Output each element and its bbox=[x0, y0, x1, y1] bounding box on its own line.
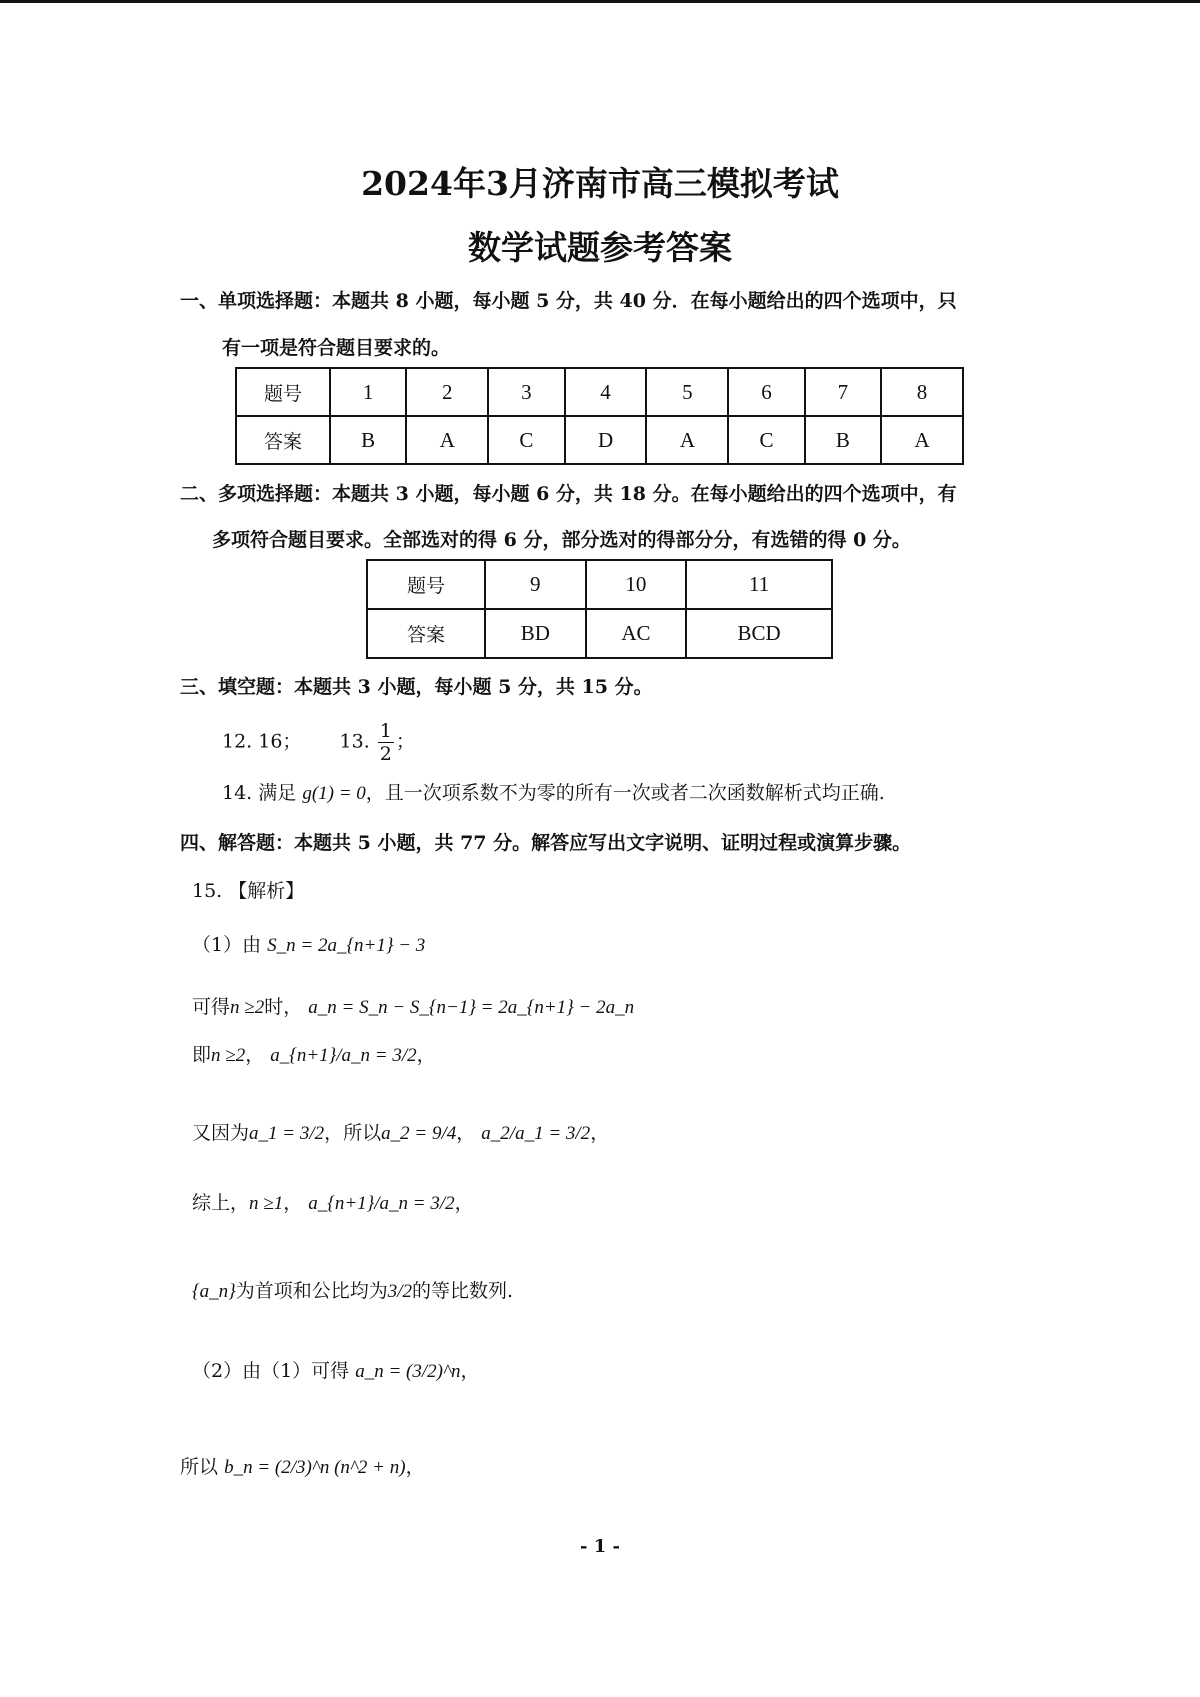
section-1-heading-cont: 有一项是符合题目要求的。 bbox=[222, 337, 451, 359]
table-row bbox=[236, 416, 963, 464]
section-2-heading: 二、多项选择题：本题共 3 小题，每小题 6 分，共 18 分。在每小题给出的四个选项中，有 bbox=[180, 483, 957, 505]
math-expression: a_{n+1}/a_n = 3/2 bbox=[308, 1193, 455, 1214]
question-number: 2 bbox=[406, 368, 488, 416]
solution-step-2: 可得n ≥2时， a_n = S_n − S_{n−1} = 2a_{n+1} − 2a_n bbox=[192, 996, 635, 1018]
math-expression: a_n = S_n − S_{n−1} = 2a_{n+1} − 2a_n bbox=[308, 997, 635, 1018]
page-number: - 1 - bbox=[580, 1536, 620, 1557]
math-expression: g(1) = 0 bbox=[302, 783, 366, 804]
answer-cell: A bbox=[881, 416, 963, 464]
math-expression: a_n = (3/2)^n bbox=[355, 1361, 461, 1382]
solution-step-7: （2）由（1）可得 a_n = (3/2)^n， bbox=[192, 1360, 480, 1382]
section-4-heading: 四、解答题：本题共 5 小题，共 77 分。解答应写出文字说明、证明过程或演算步骤。 bbox=[180, 832, 912, 854]
question-number: 5 bbox=[646, 368, 728, 416]
solution-step-6: {a_n}为首项和公比均为3/2的等比数列. bbox=[192, 1280, 514, 1302]
answer-cell: B bbox=[330, 416, 406, 464]
answer-12-13: 12. 16； 13. $\frac{1}{2}$ ； bbox=[222, 720, 415, 765]
answer-cell: B bbox=[805, 416, 881, 464]
answer-cell: C bbox=[728, 416, 804, 464]
answer-13-label: 13. bbox=[339, 730, 370, 753]
answer-cell: A bbox=[646, 416, 728, 464]
answer-12: 12. 16； bbox=[222, 730, 302, 753]
question-number: 9 bbox=[485, 560, 586, 609]
math-expression: a_1 = 3/2 bbox=[249, 1123, 325, 1144]
question-number: 1 bbox=[330, 368, 406, 416]
math-expression: 3/2 bbox=[387, 1281, 412, 1302]
solution-step-1: （1）由 S_n = 2a_{n+1} − 3 bbox=[192, 934, 426, 956]
table-row bbox=[236, 368, 963, 416]
fraction: $\frac{1}{2}$ bbox=[379, 720, 392, 765]
section-1-heading: 一、单项选择题：本题共 8 小题，每小题 5 分，共 40 分．在每小题给出的四个选项中，只 bbox=[180, 290, 957, 312]
row-label: 答案 bbox=[367, 609, 485, 658]
math-expression: b_n = (2/3)^n (n^2 + n) bbox=[224, 1457, 406, 1478]
answer-cell: D bbox=[565, 416, 647, 464]
question-15-title: 15. 【解析】 bbox=[192, 880, 305, 902]
section-2-heading-cont: 多项符合题目要求。全部选对的得 6 分，部分选对的得部分分，有选错的得 0 分。 bbox=[212, 529, 911, 551]
solution-step-8: 所以 b_n = (2/3)^n (n^2 + n)， bbox=[180, 1456, 425, 1478]
question-number: 4 bbox=[565, 368, 647, 416]
answer-cell: C bbox=[488, 416, 564, 464]
math-expression: a_{n+1}/a_n = 3/2 bbox=[270, 1045, 417, 1066]
page-title: 2024年3月济南市高三模拟考试 bbox=[361, 164, 839, 203]
single-choice-answer-table bbox=[235, 367, 964, 465]
row-label: 题号 bbox=[236, 368, 330, 416]
answer-cell: A bbox=[406, 416, 488, 464]
question-number: 7 bbox=[805, 368, 881, 416]
question-number: 10 bbox=[586, 560, 687, 609]
table-row bbox=[367, 609, 832, 658]
answer-14: 14. 满足 g(1) = 0，且一次项系数不为零的所有一次或者二次函数解析式均正确. bbox=[222, 782, 885, 804]
question-number: 11 bbox=[686, 560, 832, 609]
question-number: 8 bbox=[881, 368, 963, 416]
solution-step-4: 又因为a_1 = 3/2，所以a_2 = 9/4， a_2/a_1 = 3/2， bbox=[192, 1122, 610, 1144]
math-expression: a_2/a_1 = 3/2 bbox=[481, 1123, 591, 1144]
solution-step-5: 综上，n ≥1， a_{n+1}/a_n = 3/2， bbox=[192, 1192, 474, 1214]
row-label: 题号 bbox=[367, 560, 485, 609]
row-label: 答案 bbox=[236, 416, 330, 464]
section-3-heading: 三、填空题：本题共 3 小题，每小题 5 分，共 15 分。 bbox=[180, 676, 653, 698]
page-subtitle: 数学试题参考答案 bbox=[468, 228, 732, 267]
multi-choice-answer-table bbox=[366, 559, 833, 659]
question-number: 3 bbox=[488, 368, 564, 416]
solution-step-3: 即n ≥2， a_{n+1}/a_n = 3/2， bbox=[192, 1044, 436, 1066]
table-row bbox=[367, 560, 832, 609]
page-top-border bbox=[0, 0, 1200, 3]
math-expression: a_2 = 9/4 bbox=[381, 1123, 457, 1144]
math-expression: {a_n} bbox=[192, 1281, 236, 1302]
answer-cell: BCD bbox=[686, 609, 832, 658]
question-number: 6 bbox=[728, 368, 804, 416]
answer-cell: AC bbox=[586, 609, 687, 658]
answer-cell: BD bbox=[485, 609, 586, 658]
math-expression: S_n = 2a_{n+1} − 3 bbox=[267, 935, 426, 956]
